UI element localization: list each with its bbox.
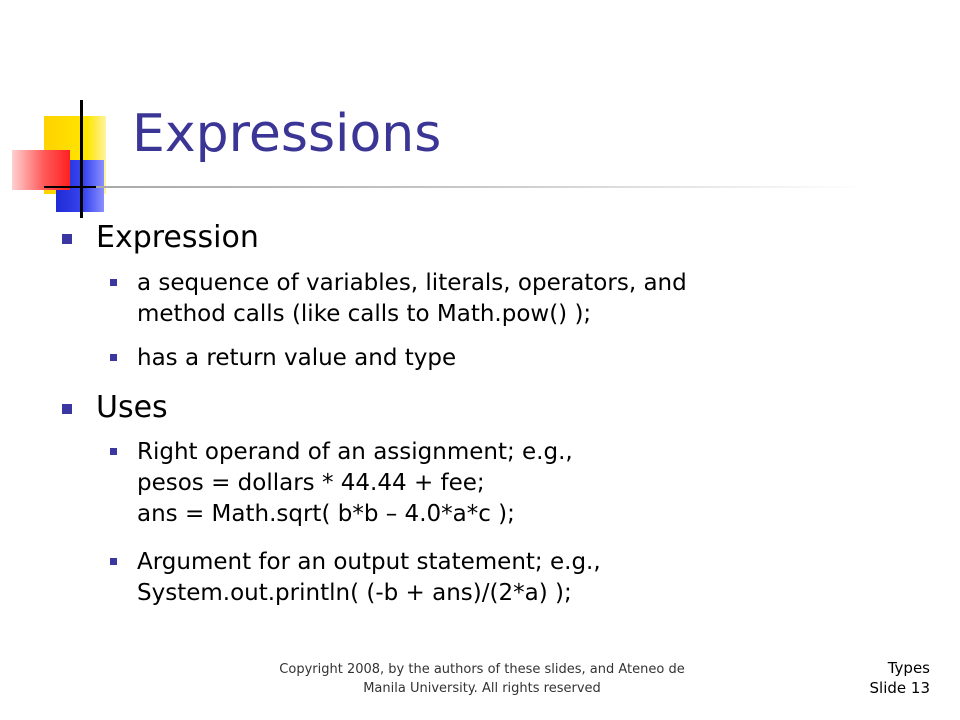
- bullet-text-line: method calls (like calls to Math.pow() );: [137, 301, 592, 327]
- bullet-text-line: Right operand of an assignment; e.g.,: [137, 439, 573, 465]
- slide-number: Slide 13: [869, 679, 930, 697]
- bullet-square-icon: [110, 354, 117, 361]
- code-line: pesos = dollars * 44.44 + fee;: [137, 470, 485, 496]
- copyright-line: Manila University. All rights reserved: [363, 681, 601, 696]
- bullet-square-icon: [110, 558, 117, 565]
- copyright-line: Copyright 2008, by the authors of these slides, and Ateneo de: [279, 662, 685, 677]
- bullet-square-icon: [110, 279, 117, 286]
- bullet-text-line: a sequence of variables, literals, operators, and: [137, 270, 687, 296]
- decor-red-block: [12, 150, 70, 190]
- code-line: ans = Math.sqrt( b*b – 4.0*a*c );: [137, 501, 515, 527]
- copyright-notice: [232, 660, 732, 698]
- title-underline: [96, 186, 866, 188]
- decor-vertical-line: [80, 100, 83, 218]
- bullet-text-line: Argument for an output statement; e.g.,: [137, 549, 601, 575]
- bullet-text-line: has a return value and type: [137, 345, 457, 371]
- bullet-square-icon: [62, 404, 72, 414]
- bullet-square-icon: [62, 234, 72, 244]
- code-line: System.out.println( (-b + ans)/(2*a) );: [137, 580, 572, 606]
- slide-title: Expressions: [132, 104, 442, 164]
- slide-topic: Types: [887, 659, 930, 677]
- slide-number-block: [870, 658, 930, 698]
- bullet-square-icon: [110, 448, 117, 455]
